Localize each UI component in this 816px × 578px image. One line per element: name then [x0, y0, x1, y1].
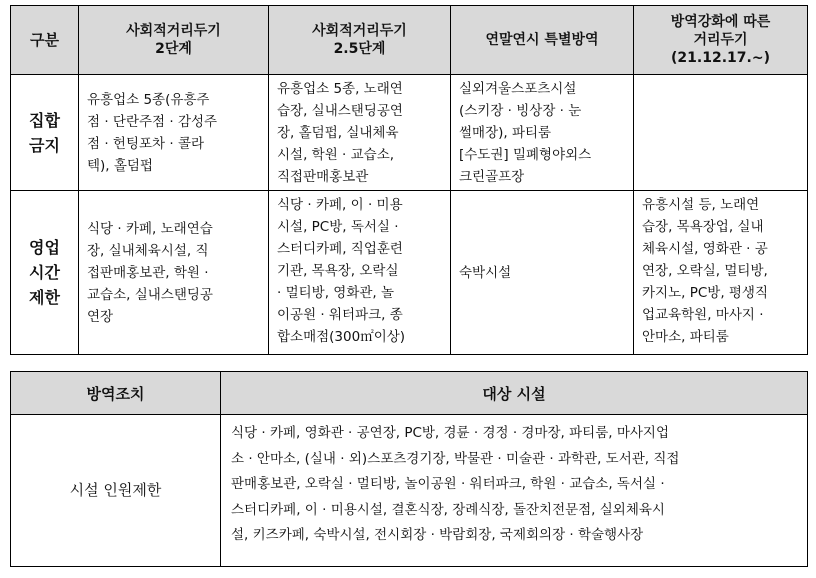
text-line: 집합 [29, 110, 60, 130]
text-line: 장, 실내체육시설, 직 [87, 243, 209, 259]
cell-step25-gathering-ban [269, 75, 451, 191]
text-line: 사회적거리두기 [126, 23, 221, 39]
table-row-gathering-ban [11, 75, 808, 191]
distancing-table [10, 5, 808, 355]
text-line: 실외겨울스포츠시설 [459, 81, 577, 97]
text-line: 식당 · 카페, 영화관 · 공연장, PC방, 경륜 · 경정 · 경마장, 파티룸, 마사지업 [231, 425, 669, 441]
text-line: 썰매장), 파티룸 [459, 125, 552, 141]
header-strengthened [634, 6, 808, 75]
text-line: 판매홍보관, 오락실 · 멀티방, 놀이공원 · 워터파크, 학원 · 교습소, 독서실 · [231, 476, 665, 492]
cell-step2-gathering-ban [79, 75, 269, 191]
text-line: 식당 · 카페, 노래연습 [87, 221, 213, 237]
text-line: 금지 [29, 135, 60, 155]
text-line: 설, 키즈카페, 숙박시설, 전시회장 · 박람회장, 국제회의장 · 학술행사장 [231, 527, 644, 543]
text-line: 카지노, PC방, 평생직 [642, 285, 769, 301]
cell-yearend-gathering-ban [451, 75, 634, 191]
row-label-gathering-ban [11, 75, 79, 191]
text-line: 사회적거리두기 [312, 23, 407, 39]
cell-yearend-hours-limit [451, 191, 634, 355]
text-line: 2.5단계 [333, 41, 386, 57]
text-line: 시간 [29, 263, 60, 282]
text-line: 점 · 단란주점 · 감성주 [87, 114, 218, 130]
header-measure: 방역조치 [11, 372, 221, 415]
row-label-capacity-limit: 시설 인원제한 [11, 415, 221, 567]
cell-target-facilities [221, 415, 808, 567]
text-line: 시설, PC방, 독서실 · [277, 219, 399, 235]
text-line: 스터디카페, 직업훈련 [277, 241, 403, 257]
text-line: (스키장 · 빙상장 · 눈 [459, 103, 582, 119]
text-line: 크린골프장 [459, 169, 525, 185]
cell-strengthened-gathering-ban [634, 75, 808, 191]
table-row-capacity-limit [11, 415, 808, 567]
text-line: 체육시설, 영화관 · 공 [642, 241, 768, 257]
text-line: 접판매홍보관, 학원 · [87, 265, 209, 281]
header-row-2 [11, 372, 808, 415]
text-line: 합소매점(300㎡이상) [277, 329, 406, 345]
text-line: 숙박시설 [459, 265, 512, 281]
text-line: 기관, 목욕장, 오락실 [277, 263, 399, 279]
text-line: 유흥업소 5종(유흥주 [87, 92, 210, 108]
text-line: · 멀티방, 영화관, 놀 [277, 285, 395, 301]
text-line: 안마소, 파티룸 [642, 329, 729, 345]
text-line: 장, 홀덤펍, 실내체육 [277, 125, 399, 141]
text-line: 교습소, 실내스탠딩공 [87, 287, 213, 303]
header-row [11, 6, 808, 75]
cell-strengthened-hours-limit [634, 191, 808, 355]
text-line: 점 · 헌팅포차 · 콜라 [87, 136, 205, 152]
text-line: 유흥시설 등, 노래연 [642, 197, 760, 213]
header-target: 대상 시설 [221, 372, 808, 415]
text-line: 연장, 오락실, 멀티방, [642, 263, 768, 279]
text-line: 2단계 [155, 41, 192, 57]
text-line: 영업 [29, 238, 60, 257]
text-line: 유흥업소 5종, 노래연 [277, 81, 403, 97]
text-line: 소 · 안마소, (실내 · 외)스포츠경기장, 박물관 · 미술관 · 과학관, 도서관, 직접 [231, 450, 680, 467]
header-yearend: 연말연시 특별방역 [451, 6, 634, 75]
text-line: 시설, 학원 · 교습소, [277, 147, 395, 163]
text-line: 텍), 홀덤펍 [87, 158, 154, 174]
text-line: 연장 [87, 309, 114, 325]
cell-step25-hours-limit [269, 191, 451, 355]
text-line: [수도권] 밀폐형야외스 [459, 147, 592, 163]
text-line: (21.12.17.~) [671, 50, 770, 66]
text-line: 이공원 · 워터파크, 종 [277, 307, 403, 323]
text-line: 습장, 목욕장업, 실내 [642, 219, 764, 235]
text-line: 식당 · 카페, 이 · 미용 [277, 197, 403, 213]
text-line: 방역강화에 따른 [670, 14, 771, 30]
table-row-hours-limit [11, 191, 808, 355]
text-line: 거리두기 [693, 32, 748, 48]
header-step25 [269, 6, 451, 75]
text-line: 제한 [29, 288, 60, 307]
text-line: 직접판매홍보관 [277, 169, 369, 185]
row-label-hours-limit [11, 191, 79, 355]
header-step2 [79, 6, 269, 75]
cell-step2-hours-limit [79, 191, 269, 355]
text-line: 업교육학원, 마사지 · [642, 307, 764, 323]
text-line: 습장, 실내스탠딩공연 [277, 103, 403, 119]
capacity-limit-table [10, 371, 808, 567]
header-division: 구분 [11, 6, 79, 75]
text-line: 스터디카페, 이 · 미용시설, 결혼식장, 장례식장, 돌잔치전문점, 실외체육시 [231, 501, 665, 518]
